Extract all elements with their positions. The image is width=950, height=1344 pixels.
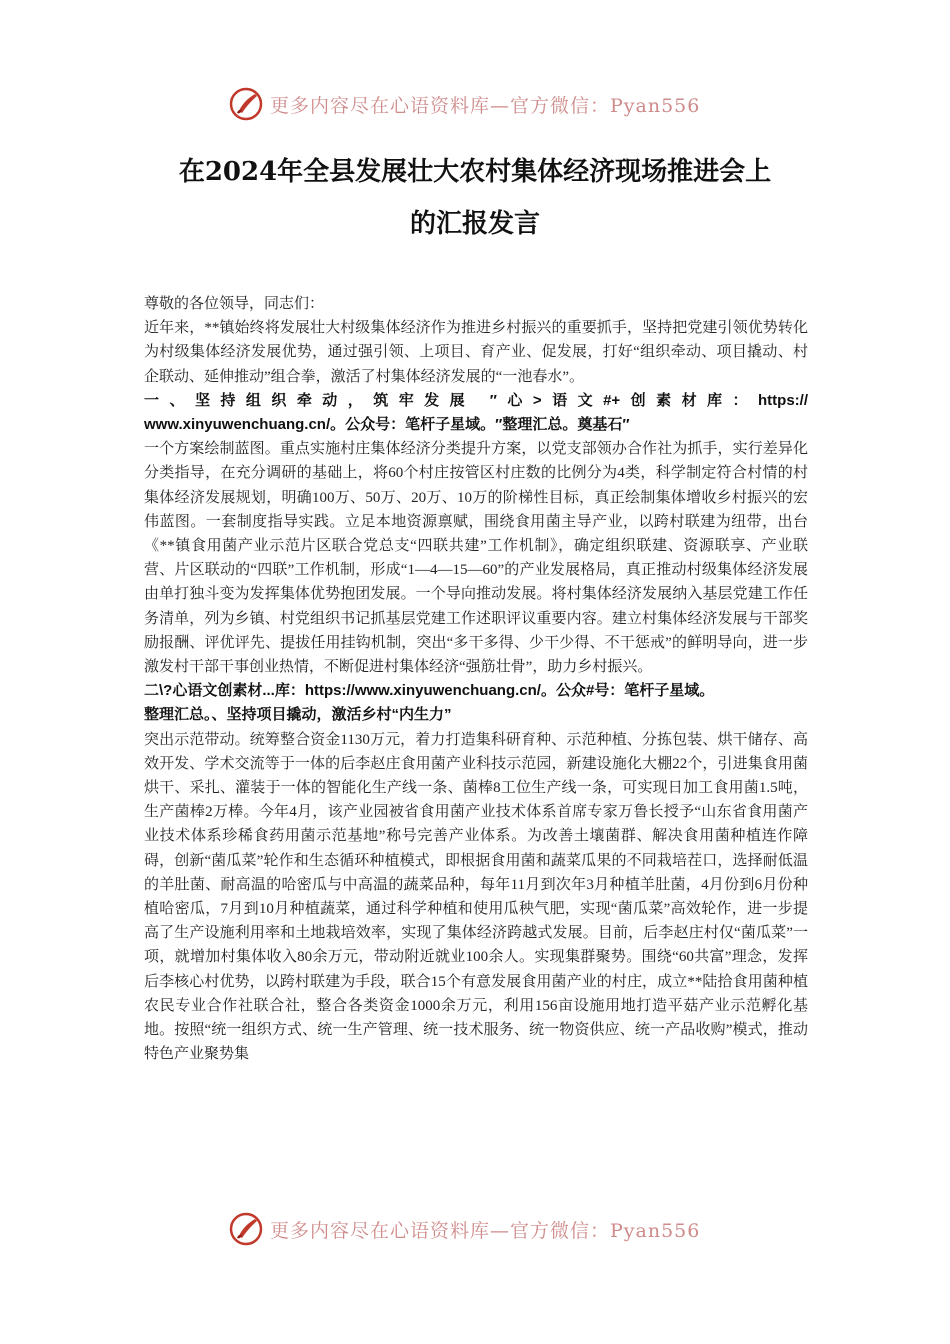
intro-paragraph: 近年来，**镇始终将发展壮大村级集体经济作为推进乡村振兴的重要抓手，坚持把党建引领优势转化为村级集体经济发展优势，通过强引领、上项目、育产业、促发展，打好“组织牵动、项目撬动、村企联动、延伸推动”组合拳，激活了村集体经济发展的“一池春水”。 [144, 320, 808, 385]
title-line-2: 的汇报发言 [409, 209, 540, 239]
brush-logo-icon [228, 86, 264, 122]
section-heading-1-line-2: www.xinyuwenchuang.cn/。公众号：笔杆子星域。″整理汇总。奠基石″ [144, 416, 630, 434]
section-1-paragraph: 一个方案绘制蓝图。重点实施村庄集体经济分类提升方案，以党支部领办合作社为抓手，实行差异化分类指导，在充分调研的基础上，将60个村庄按管区村庄数的比例分为4类，科学制定符合村情的村集体经济发展规划，明确100万、50万、20万、10万的阶梯性目标，真正绘制集体增收乡村振兴的宏伟蓝图。一套制度指导实践。立足本地资源禀赋，围绕食用菌主导产业，以跨村联建为纽带，出台《**镇食用菌产业示范片区联合党总支“四联共建”工作机制》，确定组织联建、资源联享、产业联营、片区联动的“四联”工作机制，形成“1—4—15—60”的产业发展格局，真正推动村级集体经济发展由单打独斗变为发挥集体优势抱团发展。一个导向推动发展。将村集体经济发展纳入基层党建工作任务清单，列为乡镇、村党组织书记抓基层党建工作述职评议重要内容。建立村集体经济发展与干部奖励报酬、评优评先、提拔任用挂钩机制，突出“多干多得、少干少得、不干惩戒”的鲜明导向，进一步激发村干部干事创业热情，不断促进村集体经济“强筋壮骨”，助力乡村振兴。 [144, 441, 808, 676]
salutation: 尊敬的各位领导，同志们： [144, 296, 325, 312]
watermark-text: 更多内容尽在心语资料库—官方微信：Pyan556 [270, 1219, 701, 1242]
section-heading-2-line-2: 整理汇总。、坚持项目撬动，激活乡村“内生力” [144, 706, 452, 724]
brush-logo-icon [228, 1211, 264, 1247]
watermark-banner-bottom [228, 1209, 728, 1249]
watermark-text: 更多内容尽在心语资料库—官方微信：Pyan556 [270, 94, 701, 117]
section-heading-2-line-1: 二\?心语文创素材...库：https://www.xinyuwenchuang.cn/。公众#号：笔杆子星域。 [144, 682, 715, 700]
title-line-1: 在2024年全县发展壮大农村集体经济现场推进会上 [178, 157, 772, 187]
page-title [120, 146, 830, 250]
section-2-paragraph: 突出示范带动。统筹整合资金1130万元，着力打造集科研育种、示范种植、分拣包装、烘干储存、高效开发、学术交流等于一体的后李赵庄食用菌产业科技示范园，新建设施化大棚22个，引进集食用菌烘干、采扎、灌装于一体的智能化生产线一条、菌棒8工位生产线一条，可实现日加工食用菌1.5吨，生产菌棒2万棒。今年4月，该产业园被省食用菌产业技术体系首席专家万鲁长授予“山东省食用菌产业技术体系珍稀食药用菌示范基地”称号完善产业体系。为改善土壤菌群、解决食用菌种植连作障碍，创新“菌瓜菜”轮作和生态循环种植模式，即根据食用菌和蔬菜瓜果的不同栽培茬口，选择耐低温的羊肚菌、耐高温的哈密瓜与中高温的蔬菜品种，每年11月到次年3月种植羊肚菌，4月份到6月份种植哈密瓜，7月到10月种植蔬菜，通过科学种植和使用瓜秧气肥，实现“菌瓜菜”高效轮作，进一步提高了生产设施利用率和土地栽培效率，实现了集体经济跨越式发展。目前，后李赵庄村仅“菌瓜菜”一项，就增加村集体收入80余万元，带动附近就业100余人。实现集群聚势。围绕“60共富”理念，发挥后李核心村优势，以跨村联建为手段，联合15个有意发展食用菌产业的村庄，成立**陆拾食用菌种植农民专业合作社联合社，整合各类资金1000余万元，利用156亩设施用地打造平菇产业示范孵化基地。按照“统一组织方式、统一生产管理、统一技术服务、统一物资供应、统一产品收购”模式，推动特色产业聚势集 [144, 731, 808, 1063]
document-body [144, 292, 808, 1067]
watermark-banner-top [228, 84, 728, 124]
section-heading-1-line-1: 一、坚持组织牵动，筑牢发展 ″心>语文#+创素材库：https:// [144, 391, 808, 409]
